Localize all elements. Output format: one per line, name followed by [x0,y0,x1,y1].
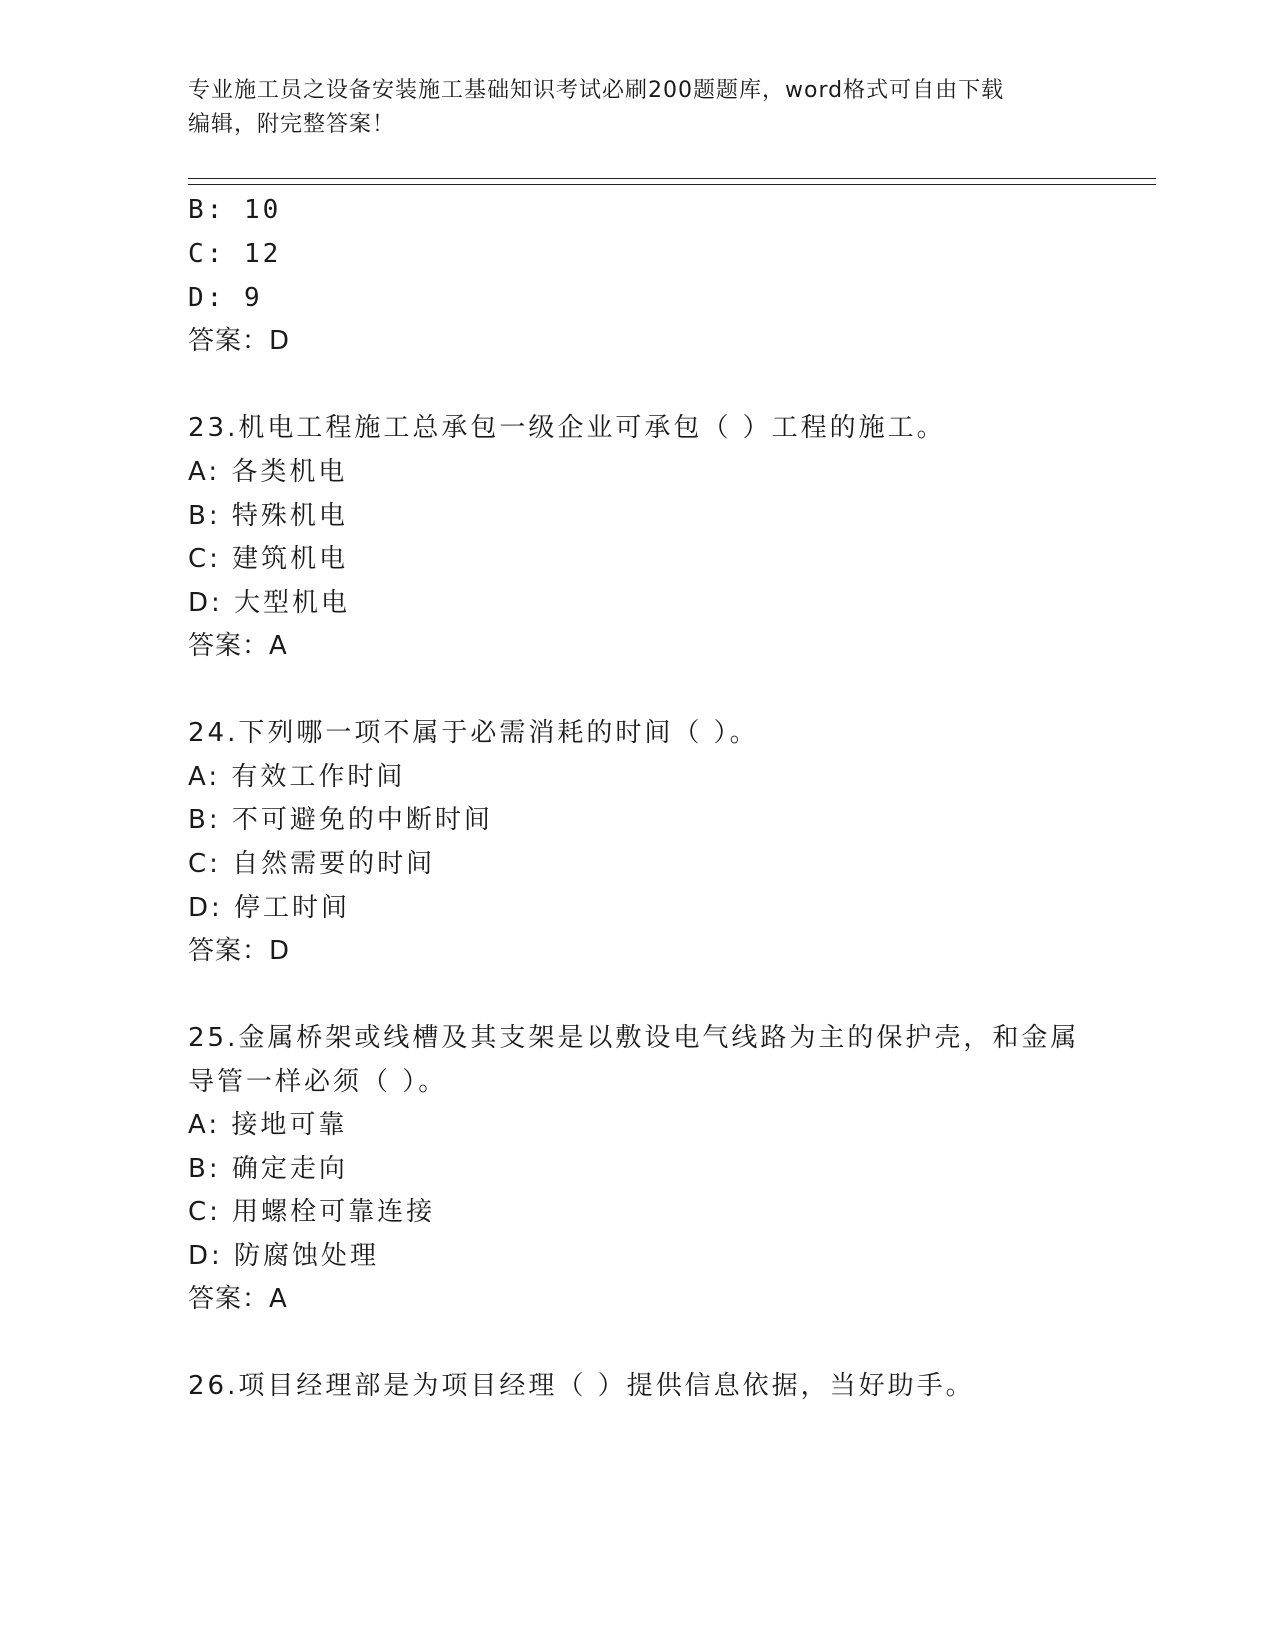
q25-answer: 答案：A [188,1284,288,1314]
prev-option-c: C: 12 [188,239,282,269]
q23-option-d: D: 大型机电 [188,588,351,618]
header-line-2: 编辑，附完整答案！ [188,112,396,137]
q24-stem: 24.下列哪一项不属于必需消耗的时间（ ）。 [188,718,759,748]
q25-stem-line-2: 导管一样必须（ ）。 [188,1067,448,1097]
q25-option-b: B: 确定走向 [188,1154,348,1184]
q23-option-c: C: 建筑机电 [188,544,349,574]
header-divider-bottom [188,184,1156,185]
q23-option-a: A: 各类机电 [188,457,348,487]
q25-option-c: C: 用螺栓可靠连接 [188,1197,436,1227]
header-line-1: 专业施工员之设备安装施工基础知识考试必刷200题题库，word格式可自由下载 [188,78,1005,103]
q26-stem: 26.项目经理部是为项目经理（ ）提供信息依据，当好助手。 [188,1371,975,1401]
q24-option-a: A: 有效工作时间 [188,762,406,792]
q24-option-d: D: 停工时间 [188,893,351,923]
q24-option-c: C: 自然需要的时间 [188,849,436,879]
prev-answer: 答案：D [188,326,291,356]
q23-answer: 答案：A [188,631,288,661]
prev-option-d: D: 9 [188,283,263,313]
q24-answer: 答案：D [188,936,291,966]
q25-option-d: D: 防腐蚀处理 [188,1241,380,1271]
q23-stem: 23.机电工程施工总承包一级企业可承包（ ）工程的施工。 [188,413,946,443]
q23-option-b: B: 特殊机电 [188,501,348,531]
q25-stem-line-1: 25.金属桥架或线槽及其支架是以敷设电气线路为主的保护壳，和金属 [188,1023,1080,1053]
header-divider-top [188,178,1156,179]
document-header [188,74,1068,142]
q24-option-b: B: 不可避免的中断时间 [188,805,493,835]
q25-option-a: A: 接地可靠 [188,1110,348,1140]
prev-option-b: B: 10 [188,195,282,225]
